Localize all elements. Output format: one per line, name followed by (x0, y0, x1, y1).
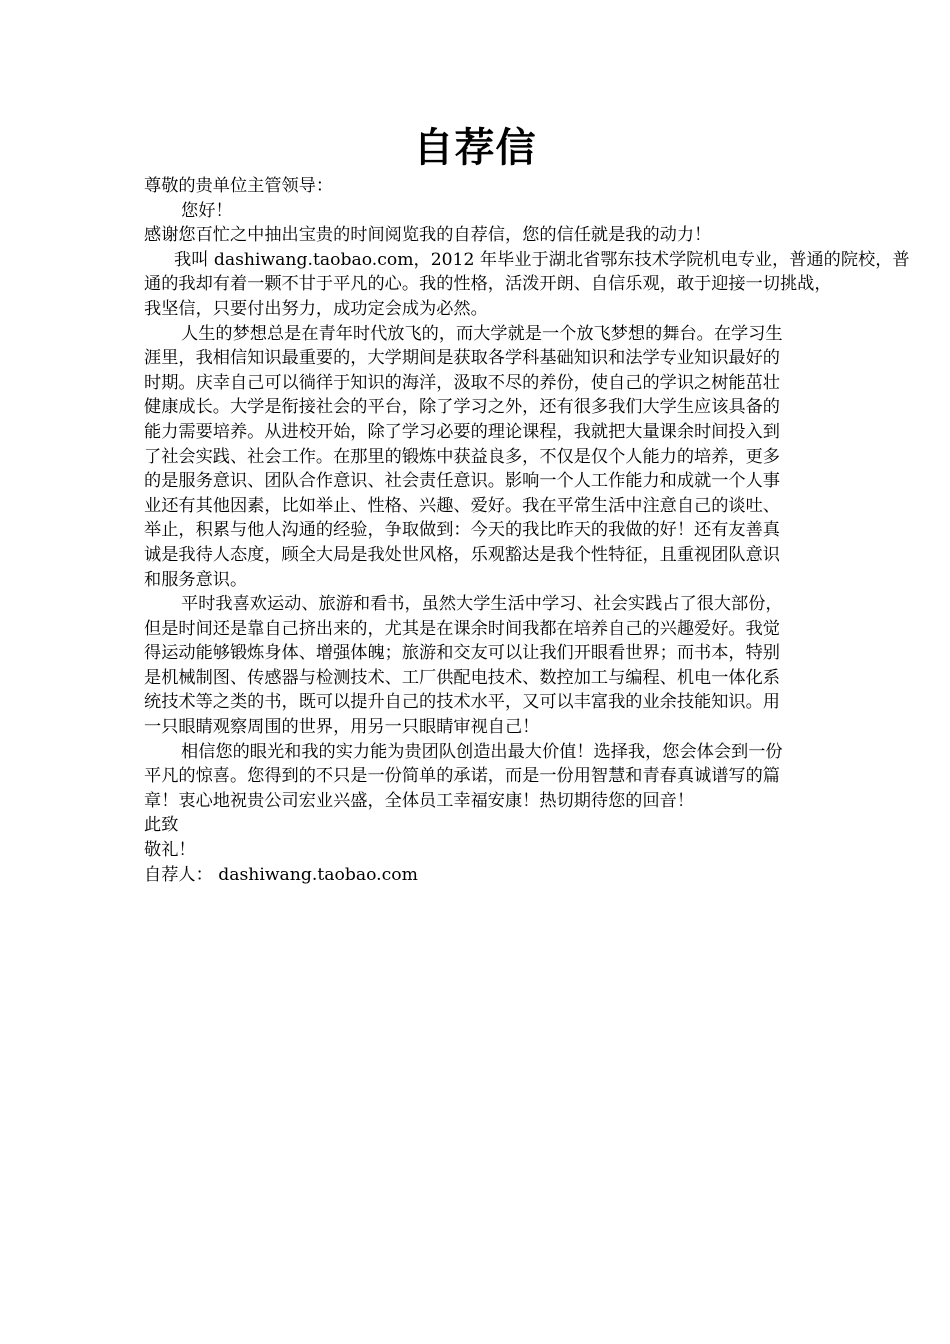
letter-body (144, 174, 944, 887)
closing-salute: 敬礼！ (144, 840, 196, 861)
hobby-paragraph-line: 平时我喜欢运动、旅游和看书，虽然大学生活中学习、社会实践占了很大部份， (181, 594, 783, 615)
dream-paragraph-line: 时期。庆幸自己可以徜徉于知识的海洋，汲取不尽的养份，使自己的学识之树能茁壮 (144, 372, 780, 393)
intro-line: 我坚信，只要付出努力，成功定会成为必然。 (144, 298, 488, 319)
thanks-line: 感谢您百忙之中抽出宝贵的时间阅览我的自荐信，您的信任就是我的动力！ (144, 225, 712, 246)
closing-paragraph-line: 相信您的眼光和我的实力能为贵团队创造出最大价值！选择我，您会体会到一份 (181, 741, 783, 762)
dream-paragraph-line: 健康成长。大学是衔接社会的平台，除了学习之外，还有很多我们大学生应该具备的 (144, 397, 780, 418)
intro-line: 通的我却有着一颗不甘于平凡的心。我的性格，活泼开朗、自信乐观，敢于迎接一切挑战， (144, 274, 832, 295)
dream-paragraph-line: 诚是我待人态度，顾全大局是我处世风格，乐观豁达是我个性特征，且重视团队意识 (144, 544, 780, 565)
signature: 自荐人： dashiwang.taobao.com (144, 864, 418, 885)
hobby-paragraph-line: 统技术等之类的书，既可以提升自己的技术水平，又可以丰富我的业余技能知识。用 (144, 692, 780, 713)
closing-phrase: 此致 (144, 815, 179, 836)
hobby-paragraph-line: 但是时间还是靠自己挤出来的，尤其是在课余时间我都在培养自己的兴趣爱好。我觉 (144, 618, 780, 639)
dream-paragraph-line: 了社会实践、社会工作。在那里的锻炼中获益良多，不仅是仅个人能力的培养，更多 (144, 446, 780, 467)
dream-paragraph-line: 涯里，我相信知识最重要的，大学期间是获取各学科基础知识和法学专业知识最好的 (144, 348, 780, 369)
hobby-paragraph-line: 得运动能够锻炼身体、增强体魄；旅游和交友可以让我们开眼看世界；而书本，特别 (144, 643, 780, 664)
dream-paragraph-line: 举止，积累与他人沟通的经验，争取做到：今天的我比昨天的我做的好！还有友善真 (144, 520, 780, 541)
closing-paragraph-line: 平凡的惊喜。您得到的不只是一份简单的承诺，而是一份用智慧和青春真诚谱写的篇 (144, 766, 780, 787)
closing-paragraph-line: 章！衷心地祝贵公司宏业兴盛，全体员工幸福安康！热切期待您的回音！ (144, 790, 695, 811)
salutation: 尊敬的贵单位主管领导： (144, 176, 334, 196)
greeting: 您好！ (181, 200, 233, 221)
dream-paragraph-line: 的是服务意识、团队合作意识、社会责任意识。影响一个人工作能力和成就一个人事 (144, 471, 780, 492)
page-title: 自荐信 (413, 125, 537, 171)
hobby-paragraph-line: 是机械制图、传感器与检测技术、工厂供配电技术、数控加工与编程、机电一体化系 (144, 667, 780, 688)
dream-paragraph-line: 能力需要培养。从进校开始，除了学习必要的理论课程，我就把大量课余时间投入到 (144, 421, 780, 442)
dream-paragraph-line: 业还有其他因素，比如举止、性格、兴趣、爱好。我在平常生活中注意自己的谈吐、 (144, 495, 780, 516)
dream-paragraph-line: 人生的梦想总是在青年时代放飞的，而大学就是一个放飞梦想的舞台。在学习生 (181, 323, 783, 344)
intro-line: 我叫 dashiwang.taobao.com，2012 年毕业于湖北省鄂东技术学院机电专业，普通的院校，普 (174, 249, 910, 270)
dream-paragraph-line: 和服务意识。 (144, 569, 248, 590)
hobby-paragraph-line: 一只眼睛观察周围的世界，用另一只眼睛审视自己！ (144, 717, 540, 738)
